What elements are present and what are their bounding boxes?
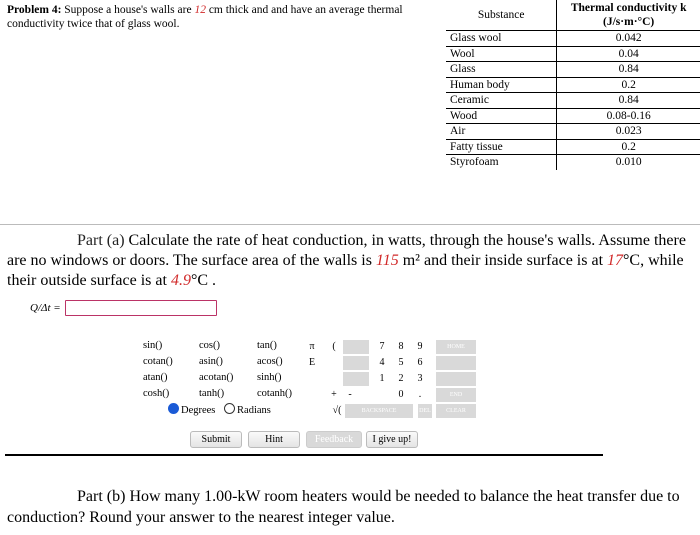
table-row	[446, 46, 700, 62]
table-header-conductivity	[557, 0, 700, 31]
wall-thickness-value: 12	[194, 4, 206, 16]
digit-key[interactable]: 9	[417, 341, 423, 352]
divider	[5, 454, 603, 456]
function-key[interactable]: cotanh()	[257, 388, 292, 399]
del-key[interactable]: DEL	[418, 404, 432, 418]
part-b-label: Part (b)	[77, 488, 126, 505]
function-key[interactable]: cosh()	[143, 388, 170, 399]
table-row	[446, 62, 700, 78]
answer-row	[30, 300, 217, 316]
part-b-text: How many 1.00-kW room heaters would be needed to balance the heat transfer due to conduction? Round your answer to the nearest integer value.	[7, 488, 680, 526]
part-a-text3: °C, while their outside surface is at	[7, 252, 684, 289]
submit-button[interactable]: Submit	[190, 431, 242, 448]
digit-key[interactable]: 2	[398, 373, 404, 384]
e-key[interactable]: E	[308, 357, 316, 368]
substance-cell: Styrofoam	[446, 155, 557, 170]
substance-cell: Air	[446, 124, 557, 140]
radians-label: Radians	[237, 405, 271, 416]
part-a-label: Part (a)	[77, 232, 125, 249]
problem-text-end: cm thick and and have an average thermal conductivity twice that of glass wool.	[7, 4, 403, 30]
digit-key[interactable]: 4	[379, 357, 385, 368]
digit-key[interactable]: 1	[379, 373, 385, 384]
power-key[interactable]	[343, 356, 369, 370]
digit-key[interactable]: .	[418, 389, 422, 400]
conductivity-cell: 0.2	[557, 77, 700, 93]
part-a-text1: Calculate the rate of heat conduction, in watts, through the house's walls. Assume there are no windows or doors. The surface area of the walls is	[7, 232, 686, 269]
inside-temp-value: 17	[607, 252, 624, 269]
answer-input[interactable]	[65, 300, 217, 316]
digit-key[interactable]: 7	[379, 341, 385, 352]
conductivity-cell: 0.2	[557, 139, 700, 155]
function-key[interactable]: sin()	[143, 340, 163, 351]
radians-radio[interactable]	[224, 403, 235, 414]
area-value: 115	[375, 252, 399, 269]
substance-cell: Fatty tissue	[446, 139, 557, 155]
digit-key[interactable]: 8	[398, 341, 404, 352]
problem-statement	[7, 3, 437, 31]
give-up-button[interactable]: I give up!	[366, 431, 418, 448]
conductivity-cell: 0.84	[557, 62, 700, 78]
table-row	[446, 77, 700, 93]
minus-key[interactable]: -	[348, 389, 352, 400]
multiply-key[interactable]	[343, 372, 369, 386]
part-b-question	[7, 486, 693, 528]
degrees-label: Degrees	[181, 405, 216, 416]
conductivity-cell: 0.010	[615, 156, 642, 168]
function-key[interactable]: cotan()	[143, 356, 173, 367]
left-arrow-key[interactable]	[436, 356, 476, 370]
substance-cell: Wool	[446, 46, 557, 62]
problem-text: Suppose a house's walls are	[61, 4, 195, 16]
conductivity-cell: 0.08-0.16	[557, 108, 700, 124]
conductivity-table	[446, 0, 700, 170]
table-header-substance: Substance	[446, 0, 557, 31]
function-key[interactable]: tan()	[257, 340, 277, 351]
end-key[interactable]: END	[436, 388, 476, 402]
table-row	[446, 139, 700, 155]
plus-key[interactable]: +	[331, 389, 337, 400]
function-key[interactable]: asin()	[199, 356, 223, 367]
substance-cell: Human body	[446, 77, 557, 93]
hint-button[interactable]: Hint	[248, 431, 300, 448]
table-row	[446, 155, 700, 170]
outside-temp-value: 4.9	[170, 272, 191, 289]
function-key[interactable]: acos()	[257, 356, 283, 367]
conductivity-cell: 0.042	[557, 31, 700, 47]
function-key[interactable]: acotan()	[199, 372, 234, 383]
pi-key[interactable]: π	[309, 341, 315, 352]
substance-cell: Glass wool	[446, 31, 557, 47]
home-key[interactable]: HOME	[436, 340, 476, 354]
header-line2: (J/s·m·°C)	[603, 16, 655, 28]
feedback-button[interactable]: Feedback	[306, 431, 362, 448]
function-key[interactable]: tanh()	[199, 388, 225, 399]
conductivity-cell: 0.04	[557, 46, 700, 62]
degrees-radio[interactable]	[168, 403, 179, 414]
substance-cell: Glass	[446, 62, 557, 78]
table-row	[446, 108, 700, 124]
digit-key[interactable]: 0	[398, 389, 404, 400]
angle-mode-group	[168, 403, 271, 416]
answer-label: Q/Δt =	[30, 302, 61, 314]
table-row	[446, 31, 700, 47]
conductivity-cell: 0.023	[557, 124, 700, 140]
close-paren-key[interactable]	[343, 340, 369, 354]
problem-label: Problem 4:	[7, 4, 62, 16]
function-key[interactable]: sinh()	[257, 372, 282, 383]
part-a-text2: m² and their inside surface is at	[398, 252, 608, 269]
substance-cell: Ceramic	[446, 93, 557, 109]
substance-cell: Wood	[446, 108, 557, 124]
table-row	[446, 124, 700, 140]
function-key[interactable]: cos()	[199, 340, 220, 351]
sqrt-key[interactable]: √(	[332, 405, 342, 416]
function-key[interactable]: atan()	[143, 372, 168, 383]
digit-key[interactable]: 6	[417, 357, 423, 368]
part-a-question	[7, 231, 693, 291]
open-paren-key[interactable]: (	[332, 341, 336, 352]
part-a-text4: °C .	[190, 272, 217, 289]
conductivity-cell: 0.84	[557, 93, 700, 109]
clear-key[interactable]: CLEAR	[436, 404, 476, 418]
digit-key[interactable]: 5	[398, 357, 404, 368]
table-row	[446, 93, 700, 109]
digit-key[interactable]: 3	[417, 373, 423, 384]
right-arrow-key[interactable]	[436, 372, 476, 386]
backspace-key[interactable]: BACKSPACE	[345, 404, 413, 418]
header-line1: Thermal conductivity k	[570, 1, 687, 14]
